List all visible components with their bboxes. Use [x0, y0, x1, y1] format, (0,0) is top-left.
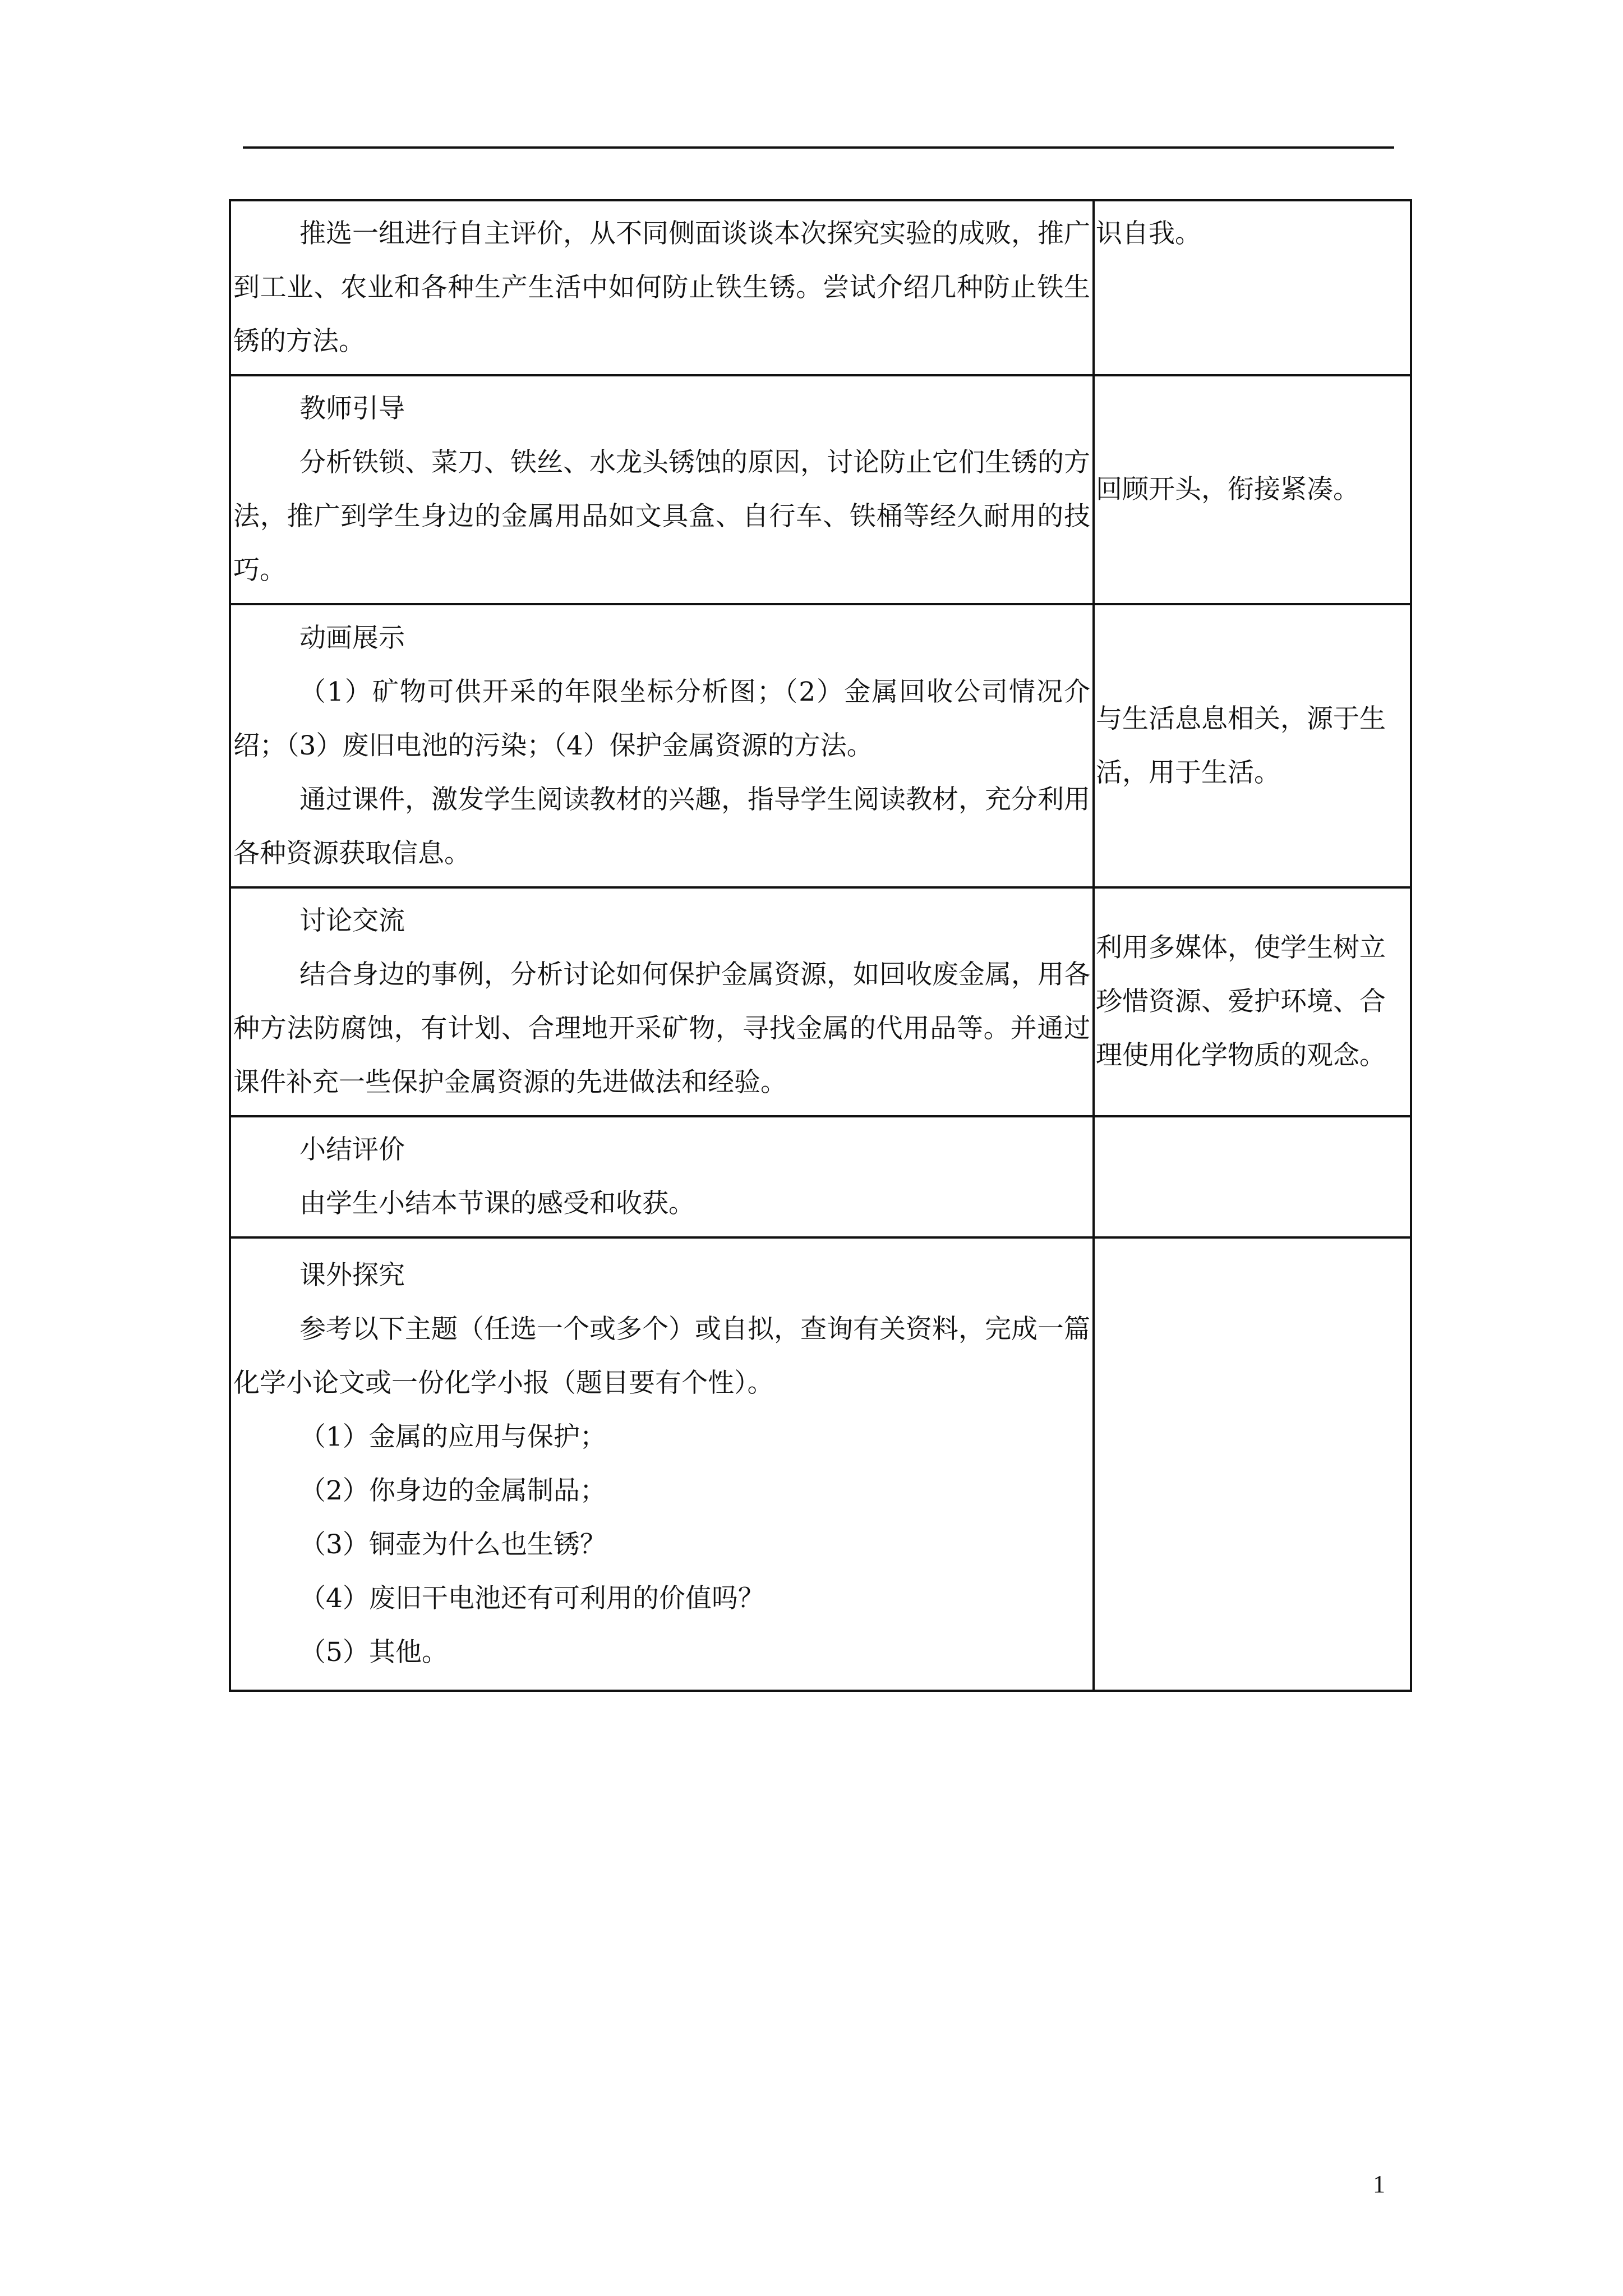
- intent-cell: 利用多媒体，使学生树立珍惜资源、爱护环境、合理使用化学物质的观念。: [1094, 887, 1411, 1116]
- table-row: [230, 887, 1411, 1116]
- paragraph: 结合身边的事例，分析讨论如何保护金属资源，如回收废金属，用各种方法防腐蚀，有计划、合理地开采矿物，寻找金属的代用品等。并通过课件补充一些保护金属资源的先进做法和经验。: [233, 959, 1090, 1098]
- table-row: [230, 1116, 1411, 1237]
- paragraph: 分析铁锁、菜刀、铁丝、水龙头锈蚀的原因，讨论防止它们生锈的方法，推广到学生身边的金属用品如文具盒、自行车、铁桶等经久耐用的技巧。: [233, 447, 1090, 586]
- intent-cell: [1094, 1116, 1411, 1237]
- list-item: （4）废旧干电池还有可利用的价值吗？: [299, 1583, 764, 1614]
- paragraph: 由学生小结本节课的感受和收获。: [299, 1188, 695, 1219]
- section-heading: 讨论交流: [299, 905, 405, 936]
- list-item: （2）你身边的金属制品；: [299, 1475, 606, 1506]
- table-row: [230, 604, 1411, 887]
- activity-cell: [230, 375, 1094, 604]
- intent-cell: [1094, 1237, 1411, 1691]
- activity-cell: [230, 200, 1094, 375]
- lesson-plan-table: [229, 199, 1412, 1692]
- activity-cell: [230, 1237, 1094, 1691]
- section-heading: 动画展示: [299, 622, 405, 654]
- intent-cell: 回顾开头，衔接紧凑。: [1094, 375, 1411, 604]
- section-heading: 课外探究: [299, 1260, 405, 1291]
- paragraph: 参考以下主题（任选一个或多个）或自拟，查询有关资料，完成一篇化学小论文或一份化学小报（题目要有个性）。: [233, 1314, 1090, 1398]
- table-row: [230, 200, 1411, 375]
- page-number: 1: [1373, 2170, 1385, 2198]
- paragraph: （1）矿物可供开采的年限坐标分析图；（2）金属回收公司情况介绍；（3）废旧电池的污染；（4）保护金属资源的方法。: [233, 676, 1090, 761]
- activity-cell: [230, 1116, 1094, 1237]
- intent-cell: 与生活息息相关，源于生活，用于生活。: [1094, 604, 1411, 887]
- list-item: （1）金属的应用与保护；: [299, 1421, 606, 1452]
- activity-cell: [230, 604, 1094, 887]
- header-rule: [243, 146, 1394, 149]
- table-row: [230, 375, 1411, 604]
- activity-cell: [230, 887, 1094, 1116]
- paragraph: 通过课件，激发学生阅读教材的兴趣，指导学生阅读教材，充分利用各种资源获取信息。: [233, 784, 1090, 869]
- intent-cell: 识自我。: [1094, 200, 1411, 375]
- paragraph: 推选一组进行自主评价，从不同侧面谈谈本次探究实验的成败，推广到工业、农业和各种生产生活中如何防止铁生锈。尝试介绍几种防止铁生锈的方法。: [233, 218, 1090, 357]
- table-row: [230, 1237, 1411, 1691]
- section-heading: 教师引导: [299, 393, 405, 424]
- list-item: （3）铜壶为什么也生锈？: [299, 1529, 606, 1560]
- list-item: （5）其他。: [299, 1637, 448, 1668]
- section-heading: 小结评价: [299, 1134, 405, 1165]
